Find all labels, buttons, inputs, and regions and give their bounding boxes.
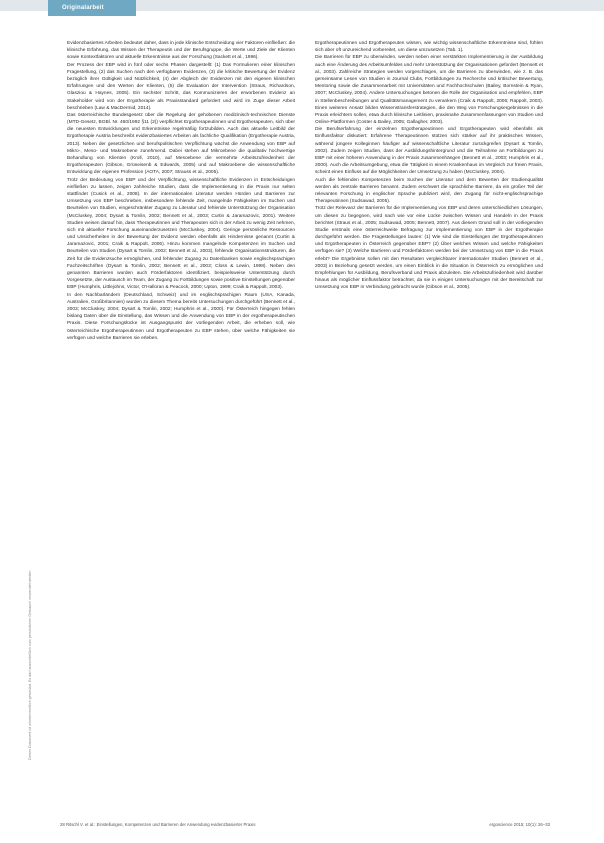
paragraph: Trotz der Relevanz der Barrieren für die Implementierung von EBP und deren unterschiedlichen Lösungen, um diesen zu begegnen, wird nach wie vor eine Lücke zwischen Wissen und Handeln in der Praxis berichtet (Straus et al., 2005; Sudsawad, 2005; Bennett, 2007). Aus diesem Grund soll in der vorliegenden Studie erstmals eine österreichweite Befragung zur Implementierung von EBP in der Ergotherapie durchgeführt werden. Die Fragestellungen lauten: (1) Wie sind die Einstellungen der Ergotherapeutinnen und Ergotherapeuten in Österreich gegenüber EBP? (2) Über welches Wissen und welche Fähigkeiten verfügen sie? (3) Welche Barrieren und Förderfaktoren werden bei der Umsetzung von EBP in die Praxis erlebt? Die Ergebnisse sollen mit den Resultaten vergleichbarer internationaler Studien (Bennett et al., 2003) in Beziehung gesetzt werden, um einen Einblick in die Situation in Österreich zu ermöglichen und Empfehlungen für Ausbildung, Berufsverband und Praxis abzuleiten. Die Arbeitszufriedenheit wird darüber hinaus als möglicher Einflussfaktor betrachtet, da sie in einigen Untersuchungen mit der Bereitschaft zur Umsetzung von EBP in Verbindung gebracht wurde (Gibson et al., 2005). bbox=[315, 206, 543, 291]
paragraph: Die Barrieren für EBP zu überwinden, werden neben einer verstärkten Implementierung in der Ausbildung auch eine Änderung des Arbeitsumfeldes und mehr Unterstützung der Organisationen gefordert (Bennett et al., 2003). Zahlreiche Strategien werden vorgeschlagen, um die Barrieren zu überwinden, wie z. B. das gemeinsame Lesen von Studien in Journal Clubs, Fortbildungen zu Recherche und kritischer Bewertung, Mentoring sowie die Zusammenarbeit mit Universitäten und Fachhochschulen (Bailey, Bornstein & Ryan, 2007; McCluskey, 2004). Andere Untersuchungen betonen die Rolle der Organisation und empfehlen, EBP in Stellenbeschreibungen und Qualitätsmanagement zu verankern (Craik & Rappolt, 2006; Rappolt, 2003). Einen weiteren Ansatz bilden Wissenstransferstrategien, die den Weg von Forschungsergebnissen in die Praxis erleichtern sollen, etwa durch klinische Leitlinien, praxisnahe Zusammenfassungen von Studien und Online-Plattformen (Coster & Bailey, 2005; Gallagher, 2003). bbox=[315, 55, 543, 126]
paragraph: Evidenzbasiertes Arbeiten bedeutet daher, dass in jede klinische Entscheidung vier Faktoren einfließen: die klinische Erfahrung, das Wissen der Therapeutin und der Berufsgruppe, die Werte und Ziele der Klienten sowie Kontextfaktoren und aktuelle Erkenntnisse aus der Forschung (Sackett et al., 1996). bbox=[67, 41, 295, 61]
paragraph: Auch die fehlenden Kompetenzen beim Suchen der Literatur und dem Bewerten der Studienqualität werden als zentrale Barrieren benannt. Zudem erschwert die sprachliche Barriere, da ein großer Teil der relevanten Forschung in englischer Sprache publiziert wird, den Zugang für nicht-englischsprachige Therapeutinnen (Sudsawad, 2005). bbox=[315, 177, 543, 205]
section-label: Originalarbeit bbox=[48, 0, 136, 16]
sidebar-note-text: Dieses Dokument ist urheberrechtlich geschützt. Es darf ausschließlich zum persönlichen Gebrauch verwendet werden. bbox=[28, 569, 32, 760]
paragraph: Trotz der Bedeutung von EBP und der Verpflichtung, wissenschaftliche Evidenzen in Entscheidungen einfließen zu lassen, zeigen zahlreiche Studien, dass die Implementierung in die Praxis nur selten stattfindet (Cusick et al., 2008). In der internationalen Literatur werden Hürden und Barrieren zur Umsetzung von EBP beschrieben, insbesondere fehlende Zeit, mangelnde Fähigkeiten im Suchen und Beurteilen von Studien, eingeschränkter Zugang zu Literatur und fehlende Unterstützung der Organisation (McCluskey, 2004; Dysart & Tomlin, 2002; Bennett et al., 2003; Curtin & Jaramazovic, 2001). Weitere Studien weisen darauf hin, dass Therapeutinnen und Therapeuten sich in der Arbeit zu wenig Zeit nehmen, sich mit aktueller Forschung auseinanderzusetzen (McCluskey, 2004). Geringe persönliche Ressourcen und Unsicherheiten in der Bewertung der Evidenz werden ebenfalls als Hindernisse genannt (Curtin & Jaramazovic, 2001; Craik & Rappolt, 2006). Hinzu kommen mangelnde Kompetenzen im Suchen und Beurteilen von Studien (Dysart & Tomlin, 2002; Bennett et al., 2003), fehlende Organisationsstrukturen, die Zeit für die Evidenzsuche ermöglichen, und fehlender Zugang zu Datenbanken sowie englischsprachigen Fachzeitschriften (Dysart & Tomlin, 2002; Bennett et al., 2003; Closs & Lewin, 1998). Neben den genannten Barrieren wurden auch Förderfaktoren identifiziert, beispielsweise Unterstützung durch Vorgesetzte, der Austausch im Team, der Zugang zu Fortbildungen sowie positive Einstellungen gegenüber EBP (Humphris, Littlejohns, Victor, O'Halloran & Peacock, 2000; Upton, 1999; Craik & Rappolt, 2003). bbox=[67, 177, 295, 291]
paragraph: Ergotherapeutinnen und Ergotherapeuten wissen, wie wichtig wissenschaftliche Erkenntnisse sind, fühlen sich aber oft unzureichend vorbereitet, um diese umzusetzen (Tab. 1). bbox=[315, 41, 543, 54]
paragraph: Das österreichische Bundesgesetz über die Regelung der gehobenen medizinisch-technischen Dienste (MTD-Gesetz, BGBl. Nr. 460/1992 §11 (2)) verpflichtet Ergotherapeutinnen und Ergotherapeuten, sich über die neuesten Entwicklungen und Erkenntnisse regelmäßig fortzubilden. Auch das aktuelle Leitbild der Ergotherapie Austria beschreibt evidenzbasiertes Arbeiten als fachliche Qualifikation (Ergotherapie Austria, 2013). Neben der gesetzlichen und berufspolitischen Verpflichtung wächst die Anwendung von EBP auf Mikro-, Meso- und Makroebene zunehmend. Dabei stehen auf Mikroebene die qualitativ hochwertige Behandlung von Klienten (Kroll, 2010), auf Mesoebene die vermehrte Arbeitszufriedenheit der Ergotherapeuten (Gibson, Grüneisenb & Edwards, 2005) und auf Makroebene die wissenschaftliche Entwicklung der eigenen Profession (AOTA, 2007; Strauss et al., 2005). bbox=[67, 112, 295, 176]
sidebar-note bbox=[28, 60, 38, 760]
right-column bbox=[315, 40, 543, 810]
paragraph: In den Nachbarländern (Deutschland, Schweiz) und im englischsprachigen Raum (USA, Kanada, Australien, Großbritannien) wurden zu diesem Thema bereits Untersuchungen durchgeführt (Bennett et al., 2003; McCluskey, 2004; Dysart & Tomlin, 2002; Humphris et al., 2000). Für Österreich hingegen fehlen bislang Daten über die Einstellung, das Wissen und die Anwendung von EBP in der ergotherapeutischen Praxis. Diese Forschungslücke ist Ausgangspunkt der vorliegenden Arbeit, die erheben soll, wie österreichische Ergotherapeutinnen und Ergotherapeuten zu EBP stehen, über welche Fähigkeiten sie verfügen und welche Barrieren sie erleben. bbox=[67, 292, 295, 341]
footer-citation: 28 Ritschl V. et al.: Einstellungen, Kompetenzen und Barrieren der Anwendung evidenzbasierter Praxis bbox=[60, 822, 256, 827]
paragraph: Die Berufserfahrung der einzelnen Ergotherapeutinnen und Ergotherapeuten wird ebenfalls als Einflussfaktor diskutiert: Erfahrene Therapeutinnen stützen sich stärker auf ihr praktisches Wissen, während jüngere Kolleginnen häufiger auf wissenschaftliche Literatur zurückgreifen (Dysart & Tomlin, 2002). Zudem zeigen Studien, dass der Ausbildungshintergrund und die Teilnahme an Fortbildungen zu EBP mit einer höheren Anwendung in der Praxis zusammenhängen (Bennett et al., 2003; Humphris et al., 2000). Auch die Arbeitsumgebung, etwa die Tätigkeit in einem Krankenhaus im Vergleich zur freien Praxis, scheint einen Einfluss auf die Möglichkeiten der Umsetzung zu haben (McCluskey, 2004). bbox=[315, 127, 543, 176]
left-column bbox=[67, 40, 295, 810]
paragraph: Der Prozess der EBP wird in fünf oder sechs Phasen dargestellt: (1) Das Formulieren einer klinischen Fragestellung, (2) das Suchen nach den verfügbaren Evidenzen, (3) die kritische Bewertung der Evidenz bezüglich ihrer Gültigkeit und Nützlichkeit, (4) der Abgleich der Evidenzen mit den eigenen klinischen Erfahrungen und den Werten der Klienten, (5) die Evaluation der Intervention (Straus, Richardson, Glasziou & Haynes, 2005). Ein sechster Schritt, das Kommunizieren der erworbenen Evidenz an Stakeholder wird von der Ergotherapie als Praxisstandard gefordert und wird im Zuge dieser Arbeit beschrieben (Law & MacDermid, 2014). bbox=[67, 62, 295, 111]
footer-journal: ergoscience 2015; 10(1): 26–33 bbox=[489, 822, 550, 827]
